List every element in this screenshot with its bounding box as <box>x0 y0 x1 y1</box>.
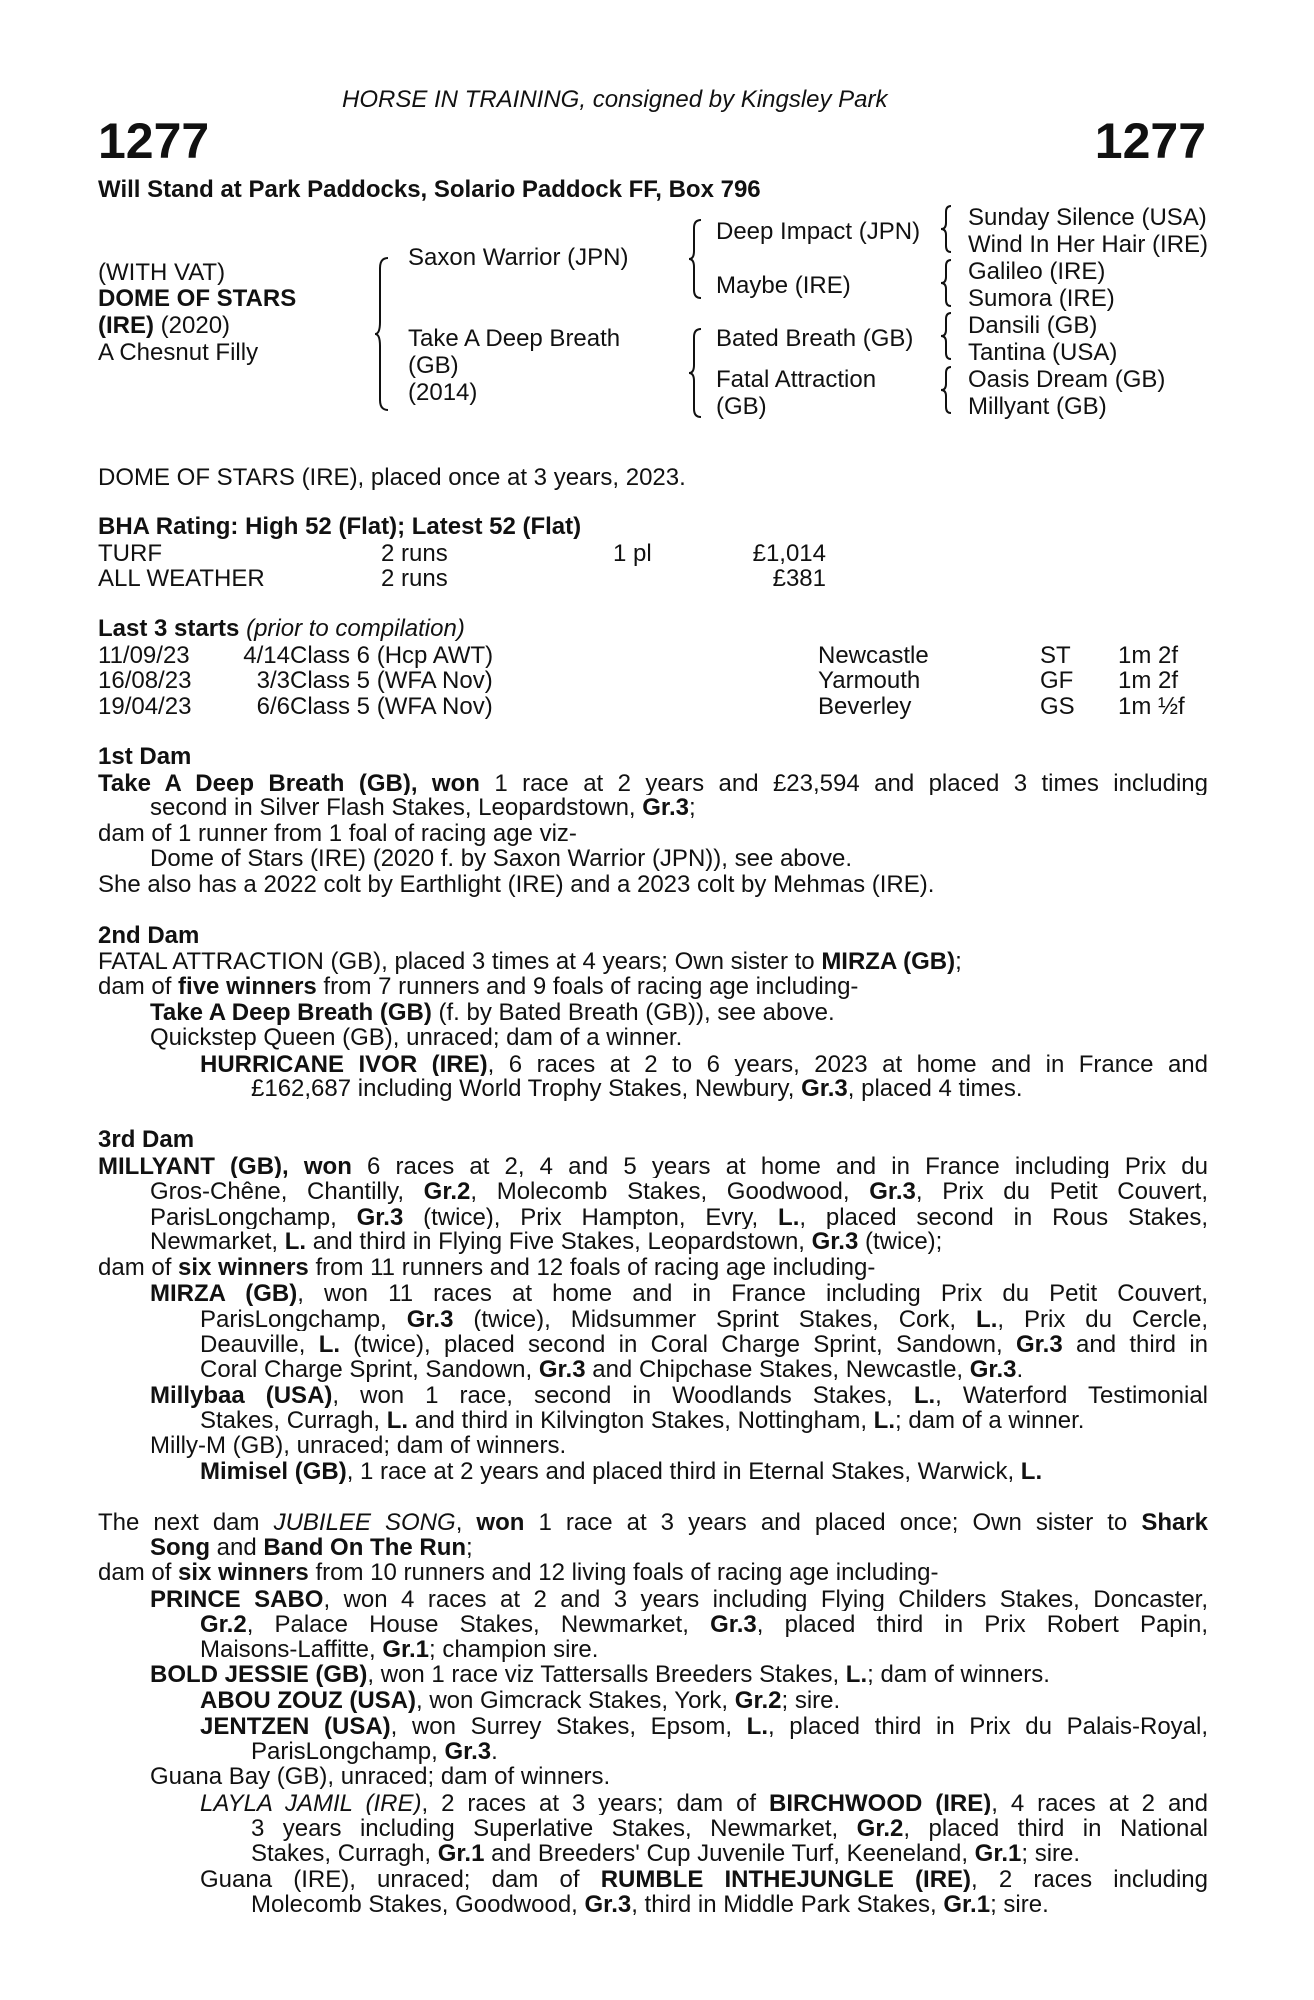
starts-section <box>98 616 1208 718</box>
dam3-text: (twice); <box>858 1228 943 1255</box>
start-date: 19/04/23 <box>98 692 192 720</box>
dam3-text: , Prix du Petit Couvert, <box>915 1178 1208 1204</box>
starts-heading <box>98 616 1208 642</box>
dam3-line <box>98 1178 1208 1204</box>
grade: Gr.2 <box>423 1178 471 1204</box>
next-text: , <box>455 1509 477 1535</box>
next-text: Molecomb Stakes, Goodwood, <box>251 1890 585 1918</box>
section-heading: 3rd Dam <box>98 1126 195 1153</box>
start-course: Beverley <box>818 692 912 720</box>
next-text: ; sire. <box>990 1890 1049 1918</box>
grade: Gr.3 <box>538 1355 586 1383</box>
start-distance: 1m 2f <box>1118 667 1179 694</box>
brace-dam-parents <box>688 327 704 419</box>
start-course: Yarmouth <box>818 667 921 694</box>
great-grandparent-8: Millyant (GB) <box>968 393 1107 420</box>
next-text: , placed third in Prix du Palais-Royal, <box>767 1713 1208 1739</box>
dam3-text: , won 11 races at home and in France including Prix du Petit Couvert, <box>297 1280 1208 1306</box>
dam3-text: Newmarket, <box>150 1228 285 1255</box>
dam3-text: 6 races at 2, 4 and 5 years at home and in France including Prix du <box>351 1152 1208 1178</box>
next-text: and <box>210 1533 264 1561</box>
next-dam-section <box>98 1509 1208 1917</box>
dam2-line <box>98 949 1208 975</box>
horse-ref: HURRICANE IVOR (IRE) <box>200 1050 488 1076</box>
rating-section <box>98 514 1208 591</box>
next-text: ParisLongchamp, <box>251 1737 445 1765</box>
brace-sire-parents <box>688 218 704 300</box>
great-grandparent-3: Galileo (IRE) <box>968 258 1106 285</box>
dam3-line <box>98 1331 1208 1357</box>
next-line: Guana Bay (GB), unraced; dam of winners. <box>150 1763 611 1790</box>
horse-ref: MIRZA (GB) <box>821 947 956 975</box>
horse-ref: Band On The Run <box>263 1533 467 1561</box>
grade: Gr.3 <box>801 1075 848 1102</box>
next-text: , 2 races including <box>971 1866 1208 1892</box>
dam3-text: Coral Charge Sprint, Sandown, <box>200 1355 539 1383</box>
next-text: Stakes, Curragh, <box>251 1839 438 1867</box>
dam3-text: , Prix du Cercle, <box>997 1305 1208 1331</box>
dam2-text: from 7 runners and 9 foals of racing age including- <box>316 973 859 1000</box>
start-row <box>98 667 1208 693</box>
start-class: Class 5 (WFA Nov) <box>290 667 493 694</box>
horse-year: (2020) <box>154 312 231 339</box>
rating-row <box>98 565 1208 591</box>
grade: Gr.3 <box>710 1611 757 1637</box>
next-text: ; champion sire. <box>429 1635 599 1663</box>
next-text: ; <box>466 1533 473 1561</box>
surface: TURF <box>98 539 162 567</box>
dam3-text: (twice), Midsummer Sprint Stakes, Cork, <box>453 1305 977 1331</box>
dam3-text: Gros-Chêne, Chantilly, <box>150 1178 424 1204</box>
next-line <box>98 1662 1208 1688</box>
dam1-name: Take A Deep Breath (GB), won <box>98 769 480 795</box>
next-text: , won 1 race viz Tattersalls Breeders Stakes, <box>367 1661 846 1688</box>
next-text: ; dam of winners. <box>867 1661 1050 1688</box>
dam3-text: and third in Flying Five Stakes, Leopardstown, <box>306 1228 812 1255</box>
first-dam-section <box>98 744 1208 897</box>
grade: L. <box>845 1661 868 1688</box>
dam2-line <box>98 1051 1208 1077</box>
stand-location: Will Stand at Park Paddocks, Solario Paddock FF, Box 796 <box>98 176 761 203</box>
dam2-line: Quickstep Queen (GB), unraced; dam of a winner. <box>150 1024 683 1051</box>
next-text: dam of <box>98 1559 179 1586</box>
dam1-line: dam of 1 runner from 1 foal of racing age viz- <box>98 819 577 847</box>
start-date: 11/09/23 <box>98 641 190 669</box>
next-text: , third in Middle Park Stakes, <box>631 1890 944 1918</box>
horse-ref: PRINCE SABO <box>150 1585 324 1611</box>
dam3-text: , 1 race at 2 years and placed third in Eternal Stakes, Warwick, <box>346 1457 1021 1485</box>
winner-count: five winners <box>178 973 317 1000</box>
dam3-line <box>98 1357 1208 1383</box>
next-line <box>98 1637 1208 1663</box>
dam3-line <box>98 1382 1208 1408</box>
next-text: 3 years including Superlative Stakes, Newmarket, <box>251 1815 857 1841</box>
grade: Gr.3 <box>969 1355 1017 1383</box>
brace-sire-dam <box>374 256 392 412</box>
dam3-text: and third in <box>1062 1331 1208 1357</box>
next-line <box>98 1815 1208 1841</box>
next-text: won <box>476 1509 525 1535</box>
start-row <box>98 642 1208 668</box>
grade: Gr.2 <box>856 1815 904 1841</box>
next-text: , 2 races at 3 years; dam of <box>421 1789 770 1815</box>
start-row <box>98 693 1208 719</box>
dam3-text: Stakes, Curragh, <box>200 1406 387 1434</box>
grade: Gr.3 <box>584 1890 632 1918</box>
start-position: 4/14 <box>243 641 290 669</box>
dam2-line <box>98 974 1208 1000</box>
grade: L. <box>284 1228 307 1255</box>
horse-name-suffix <box>98 312 230 340</box>
horse-country: (IRE) <box>98 312 154 339</box>
dam3-line <box>98 1306 1208 1332</box>
next-text: , won Gimcrack Stakes, York, <box>415 1686 735 1714</box>
dam1-line: She also has a 2022 colt by Earthlight (IRE) and a 2023 colt by Mehmas (IRE). <box>98 870 935 898</box>
next-line <box>98 1535 1208 1561</box>
dam3-line <box>98 1255 1208 1281</box>
next-line <box>98 1841 1208 1867</box>
start-position: 6/6 <box>256 692 290 720</box>
runs: 2 runs <box>381 565 448 592</box>
next-text: ; sire. <box>1021 1839 1081 1867</box>
grade: Gr.1 <box>382 1635 430 1663</box>
money: £381 <box>772 565 826 592</box>
dam3-text: and third in Kilvington Stakes, Nottingham, <box>408 1406 874 1434</box>
next-line <box>98 1713 1208 1739</box>
grandsire-1: Deep Impact (JPN) <box>716 218 921 245</box>
next-text: and Breeders' Cup Juvenile Turf, Keeneland, <box>484 1839 975 1867</box>
horse-ref: MILLYANT (GB), won <box>98 1152 352 1178</box>
dam3-line <box>98 1229 1208 1255</box>
start-class: Class 5 (WFA Nov) <box>290 692 493 720</box>
start-distance: 1m 2f <box>1118 641 1179 669</box>
great-grandparent-6: Tantina (USA) <box>968 339 1118 366</box>
grandsire-4-country: (GB) <box>716 393 767 420</box>
start-date: 16/08/23 <box>98 667 192 694</box>
dam1-line <box>98 770 1208 796</box>
next-text: , won 4 races at 2 and 3 years including Flying Childers Stakes, Doncaster, <box>323 1585 1208 1611</box>
next-line <box>98 1688 1208 1714</box>
grade: Gr.3 <box>1016 1331 1063 1357</box>
dam1-line <box>98 795 1208 821</box>
grade: L. <box>778 1203 800 1229</box>
great-grandparent-5: Dansili (GB) <box>968 312 1098 339</box>
dam-country: (GB) <box>408 352 459 379</box>
next-text: , 4 races at 2 and <box>991 1789 1208 1815</box>
start-going: GF <box>1040 667 1074 694</box>
dam1-text: 1 race at 2 years and £23,594 and placed 3 times including <box>479 769 1208 795</box>
grade: Gr.3 <box>811 1228 859 1255</box>
grade: L. <box>1020 1457 1043 1485</box>
next-line <box>98 1790 1208 1816</box>
horse-ref: Mimisel (GB) <box>200 1457 347 1485</box>
grade: Gr.3 <box>869 1178 916 1204</box>
great-grandparent-1: Sunday Silence (USA) <box>968 204 1207 231</box>
consignment-line: HORSE IN TRAINING, consigned by Kingsley Park <box>342 86 888 113</box>
next-text: The next dam <box>98 1509 274 1535</box>
next-line <box>98 1892 1208 1918</box>
brace-ggs-3 <box>940 311 954 361</box>
second-dam-section <box>98 923 1208 1102</box>
dam3-text: , Molecomb Stakes, Goodwood, <box>470 1178 870 1204</box>
horse-ref: ABOU ZOUZ (USA) <box>200 1686 416 1714</box>
section-heading: 1st Dam <box>98 743 192 770</box>
dam2-text: , 6 races at 2 to 6 years, 2023 at home and in France and <box>487 1050 1208 1076</box>
grade: Gr.3 <box>444 1737 492 1765</box>
dam-year: (2014) <box>408 379 478 406</box>
rating-row <box>98 540 1208 566</box>
grade: Gr.3 <box>642 794 689 821</box>
grade: Gr.1 <box>974 1839 1022 1867</box>
dam3-text: from 11 runners and 12 foals of racing age including- <box>308 1253 876 1281</box>
brace-ggs-4 <box>940 365 954 415</box>
grade: Gr.3 <box>356 1203 404 1229</box>
grade: L. <box>913 1382 936 1408</box>
dam2-text: (f. by Bated Breath (GB)), see above. <box>431 998 835 1026</box>
dam3-text: Deauville, <box>200 1331 319 1357</box>
section-heading: 2nd Dam <box>98 922 200 949</box>
horse-ref: MIRZA (GB) <box>150 1280 298 1306</box>
dam3-text: and Chipchase Stakes, Newcastle, <box>585 1355 970 1383</box>
dam2-text: £162,687 including World Trophy Stakes, Newbury, <box>251 1075 802 1102</box>
horse-description: A Chesnut Filly <box>98 339 259 366</box>
start-position: 3/3 <box>256 667 290 694</box>
horse-ref: Take A Deep Breath (GB) <box>150 998 432 1026</box>
next-text: , Palace House Stakes, Newmarket, <box>246 1611 711 1637</box>
dam3-text: ; dam of a winner. <box>895 1406 1085 1434</box>
next-line <box>98 1739 1208 1765</box>
horse-ref: Song <box>150 1533 210 1561</box>
horse-ref: Shark <box>1141 1509 1208 1535</box>
rating-title: BHA Rating: High 52 (Flat); Latest 52 (Flat) <box>98 513 582 540</box>
next-text: . <box>491 1737 498 1765</box>
grade: Gr.1 <box>437 1839 485 1867</box>
grade: Gr.2 <box>200 1611 247 1637</box>
start-class: Class 6 (Hcp AWT) <box>290 641 494 669</box>
great-grandparent-2: Wind In Her Hair (IRE) <box>968 231 1209 258</box>
start-distance: 1m ½f <box>1118 692 1185 720</box>
dam1-text: second in Silver Flash Stakes, Leopardstown, <box>150 794 643 821</box>
brace-ggs-2 <box>940 258 954 308</box>
dam2-text: , placed 4 times. <box>847 1075 1023 1102</box>
winner-count: six winners <box>178 1253 309 1281</box>
grade: L. <box>873 1406 895 1434</box>
dam3-line <box>98 1408 1208 1434</box>
grade: L. <box>318 1331 341 1357</box>
dam3-line <box>98 1204 1208 1230</box>
grade: Gr.2 <box>734 1686 782 1714</box>
horse-ref: JUBILEE SONG <box>273 1509 456 1535</box>
dam2-line <box>98 1076 1208 1102</box>
next-text: 1 race at 3 years and placed once; Own sister to <box>524 1509 1142 1535</box>
dam3-text: dam of <box>98 1253 179 1281</box>
next-line <box>98 1560 1208 1586</box>
great-grandparent-4: Sumora (IRE) <box>968 285 1115 312</box>
dam2-text: dam of <box>98 973 179 1000</box>
grandsire-3: Bated Breath (GB) <box>716 325 914 352</box>
dam3-text: ParisLongchamp, <box>200 1305 407 1331</box>
next-line <box>98 1586 1208 1612</box>
start-going: ST <box>1040 641 1071 669</box>
surface: ALL WEATHER <box>98 565 265 592</box>
dam2-line <box>98 1000 1208 1026</box>
start-course: Newcastle <box>818 641 929 669</box>
winner-count: six winners <box>178 1559 309 1586</box>
grade: L. <box>976 1305 998 1331</box>
next-text: ; sire. <box>781 1686 841 1714</box>
horse-ref: Millybaa (USA) <box>150 1382 333 1408</box>
next-text: , won Surrey Stakes, Epsom, <box>390 1713 747 1739</box>
next-text: from 10 runners and 12 living foals of racing age including- <box>308 1559 939 1586</box>
grade: L. <box>746 1713 768 1739</box>
starts-note: (prior to compilation) <box>246 615 465 642</box>
lot-number-left: 1277 <box>98 113 210 169</box>
brace-ggs-1 <box>940 204 954 254</box>
grandsire-4: Fatal Attraction <box>716 366 877 393</box>
grade: Gr.3 <box>406 1305 454 1331</box>
next-line <box>98 1866 1208 1892</box>
dam3-text: , won 1 race, second in Woodlands Stakes, <box>332 1382 914 1408</box>
starts-title: Last 3 starts <box>98 615 240 642</box>
start-going: GS <box>1040 692 1075 720</box>
horse-ref: BIRCHWOOD (IRE) <box>769 1789 992 1815</box>
dam3-text: ParisLongchamp, <box>150 1203 357 1229</box>
horse-ref: BOLD JESSIE (GB) <box>150 1661 368 1688</box>
dam3-text: . <box>1016 1355 1024 1383</box>
runs: 2 runs <box>381 539 448 567</box>
dam3-text: , Waterford Testimonial <box>935 1382 1208 1408</box>
dam3-line <box>98 1153 1208 1179</box>
placed: 1 pl <box>613 539 652 567</box>
horse-ref: JENTZEN (USA) <box>200 1713 391 1739</box>
dam2-text: FATAL ATTRACTION (GB), placed 3 times at 4 years; Own sister to <box>98 947 822 975</box>
dam: Take A Deep Breath <box>408 325 621 352</box>
sire: Saxon Warrior (JPN) <box>408 244 629 271</box>
dam3-line: Milly-M (GB), unraced; dam of winners. <box>150 1432 567 1459</box>
horse-name: DOME OF STARS <box>98 285 297 312</box>
grade: L. <box>386 1406 409 1434</box>
dam3-text: (twice), placed second in Coral Charge Sprint, Sandown, <box>340 1331 1016 1357</box>
next-text: Guana (IRE), unraced; dam of <box>200 1866 601 1892</box>
horse-ref: RUMBLE INTHEJUNGLE (IRE) <box>600 1866 972 1892</box>
dam3-text: , placed second in Rous Stakes, <box>799 1203 1208 1229</box>
money: £1,014 <box>752 539 826 567</box>
next-text: , placed third in National <box>903 1815 1208 1841</box>
lot-number-right: 1277 <box>1094 113 1206 169</box>
dam2-text: ; <box>955 947 962 975</box>
dam3-line <box>98 1459 1208 1485</box>
next-text: , placed third in Prix Robert Papin, <box>756 1611 1208 1637</box>
race-summary: DOME OF STARS (IRE), placed once at 3 years, 2023. <box>98 464 686 491</box>
great-grandparent-7: Oasis Dream (GB) <box>968 366 1166 393</box>
grandsire-2: Maybe (IRE) <box>716 272 851 299</box>
dam3-line <box>98 1280 1208 1306</box>
horse-ref: LAYLA JAMIL (IRE) <box>200 1789 422 1815</box>
next-line <box>98 1509 1208 1535</box>
dam3-text: (twice), Prix Hampton, Evry, <box>403 1203 779 1229</box>
dam1-text: ; <box>688 794 696 821</box>
vat-note: (WITH VAT) <box>98 259 226 286</box>
third-dam-section <box>98 1127 1208 1484</box>
next-text: Maisons-Laffitte, <box>200 1635 383 1663</box>
next-line <box>98 1611 1208 1637</box>
grade: Gr.1 <box>943 1890 991 1918</box>
dam1-line: Dome of Stars (IRE) (2020 f. by Saxon Warrior (JPN)), see above. <box>150 845 853 872</box>
